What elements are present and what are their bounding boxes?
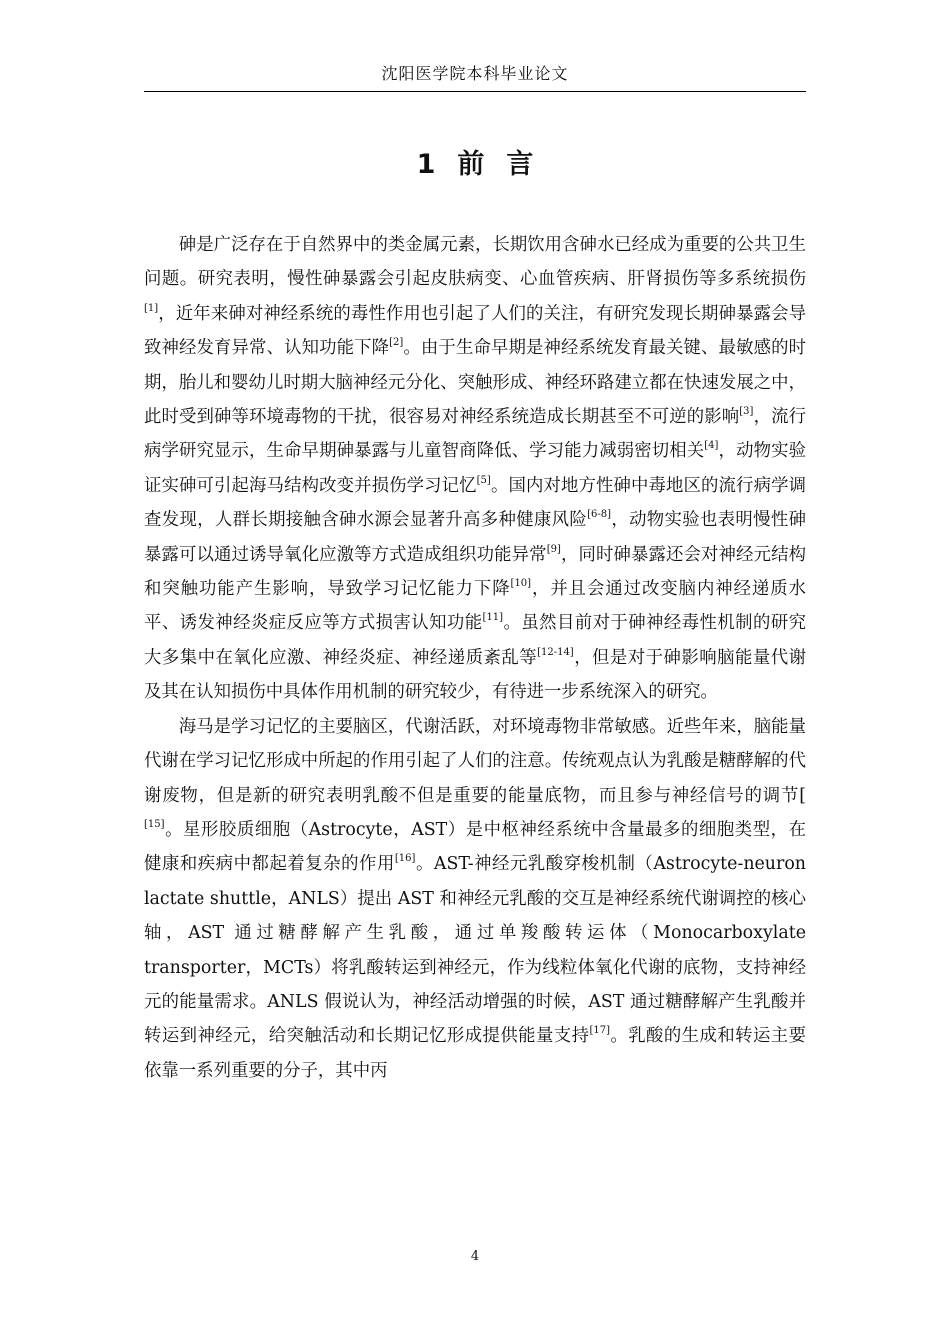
citation-marker: [6-8]	[587, 509, 612, 521]
section-title-char: 前	[457, 149, 485, 180]
text-run: ，动物实验也表明慢性砷暴露可以通过诱导氧化应激等方式造成组织功能异常	[144, 510, 806, 565]
citation-marker: [17]	[589, 1025, 610, 1037]
text-run: 。虽然目前对于砷神经毒性机制的研究大多集中在氧化应激、神经炎症、神经递质紊乱等	[144, 613, 806, 668]
text-run: ，近年来砷对神经系统的毒性作用也引起了人们的关注，有研究发现长期砷暴露会导致神经发育异常、认知功能下降	[144, 303, 806, 359]
citation-marker: [4]	[704, 440, 719, 452]
citation-marker: [5]	[476, 474, 491, 486]
text-run: ，同时砷暴露还会对神经元结构和突触功能产生影响，导致学习记忆能力下降	[144, 544, 806, 600]
text-run: ，并且会通过改变脑内神经递质水平、诱发神经炎症反应等方式损害认知功能	[144, 579, 806, 634]
header-rule	[144, 91, 806, 92]
running-header: 沈阳医学院本科毕业论文	[381, 64, 569, 83]
text-run: 。由于生命早期是神经系统发育最关键、最敏感的时期，胎儿和婴幼儿时期大脑神经元分化、突触形成、神经环路建立都在快速发展之中，此时受到砷等环境毒物的干扰，很容易对神经系统造成长期甚至不可逆的影响	[144, 338, 806, 428]
section-title-char: 言	[506, 149, 534, 180]
page-number: 4	[470, 1249, 480, 1264]
text-run: 。AST-神经元乳酸穿梭机制（Astrocyte-neuron lactate shuttle，ANLS）提出 AST 和神经元乳酸的交互是神经系统代谢调控的核心轴，AST 通过糖酵解产生乳酸，通过单羧酸转运体（Monocarboxylate transporter，MCTs）将乳酸转运到神经元，作为线粒体氧化代谢的底物，支持神经元的能量需求。ANLS 假说认为，神经活动增强的时候，AST 通过糖酵解产生乳酸并转运到神经元，给突触活动和长期记忆形成提供能量支持	[144, 854, 806, 1047]
citation-marker: [11]	[482, 612, 504, 624]
text-run: ，流行病学研究显示，生命早期砷暴露与儿童智商降低、学习能力减弱密切相关	[144, 407, 806, 462]
section-title	[144, 143, 806, 187]
text-run: 。国内对地方性砷中毒地区的流行病学调查发现，人群长期接触含砷水源会显著升高多种健康风险	[144, 475, 806, 531]
citation-marker: [2]	[389, 337, 404, 349]
citation-marker: [9]	[546, 543, 561, 555]
section-number: 1	[416, 149, 436, 180]
citation-marker: [12-14]	[537, 646, 574, 658]
citation-marker: [3]	[739, 406, 754, 418]
citation-marker: [15]	[144, 818, 165, 830]
text-run: ，但是对于砷影响脑能量代谢及其在认知损伤中具体作用机制的研究较少，有待进一步系统深入的研究。	[144, 647, 806, 703]
text-run: 海马是学习记忆的主要脑区，代谢活跃，对环境毒物非常敏感。近些年来，脑能量代谢在学习记忆形成中所起的作用引起了人们的注意。传统观点认为乳酸是糖酵解的代谢废物，但是新的研究表明乳酸不但是重要的能量底物，而且参与神经信号的调节[	[144, 716, 806, 806]
text-run: 砷是广泛存在于自然界中的类金属元素，长期饮用含砷水已经成为重要的公共卫生问题。研究表明，慢性砷暴露会引起皮肤病变、心血管疾病、肝肾损伤等多系统损伤	[144, 235, 806, 290]
text-run: ，动物实验证实砷可引起海马结构改变并损伤学习记忆	[144, 441, 806, 496]
text-run: 。乳酸的生成和转运主要依靠一系列重要的分子，其中丙	[144, 1026, 806, 1081]
paragraph-2	[144, 710, 806, 1088]
citation-marker: [16]	[394, 853, 416, 865]
paragraph-1	[144, 228, 806, 710]
text-run: 。星形胶质细胞（Astrocyte，AST）是中枢神经系统中含量最多的细胞类型，在健康和疾病中都起着复杂的作用	[144, 819, 806, 875]
citation-marker: [1]	[144, 302, 159, 314]
citation-marker: [10]	[510, 578, 532, 590]
body-text	[144, 228, 806, 1088]
